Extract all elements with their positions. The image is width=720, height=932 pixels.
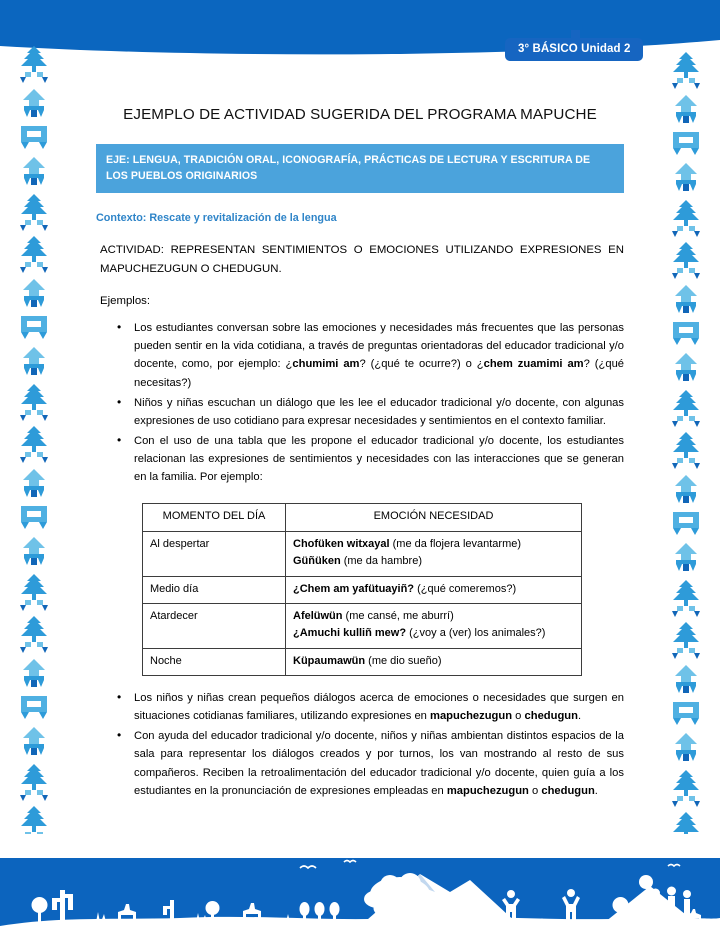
cell-moment: Noche bbox=[143, 648, 286, 675]
cell-emotion bbox=[286, 603, 582, 648]
bullet-list-after-table bbox=[96, 689, 624, 800]
expression-term: Chofüken witxayal bbox=[293, 537, 390, 550]
context-line: Contexto: Rescate y revitalización de la lengua bbox=[96, 212, 337, 225]
expression-line bbox=[293, 553, 574, 570]
expression-term: Güñüken bbox=[293, 555, 341, 568]
expression-gloss: (me da hambre) bbox=[340, 555, 422, 568]
cell-emotion bbox=[286, 531, 582, 576]
expression-term: Afelüwün bbox=[293, 609, 343, 622]
expression-line bbox=[293, 536, 574, 553]
expression-term: Küpaumawün bbox=[293, 654, 366, 667]
table-header-row bbox=[143, 504, 582, 531]
bullet-list-before-table bbox=[96, 319, 624, 486]
list-item: • Con ayuda del educador tradicional y/o docente, niños y niñas ambientan distintos espacios de la sala para representar los diálogos creados y por turnos, los van mostrando al resto de sus compañeros. Reciben la retroalimentación del educador tradicional y/o docente, quien guía a los estudiantes en la pronunciación de expresiones empleadas en mapuchezugun o chedugun. bbox=[132, 727, 624, 800]
examples-label: Ejemplos: bbox=[100, 295, 151, 308]
activity-description: ACTIVIDAD: REPRESENTAN SENTIMIENTOS O EMOCIONES UTILIZANDO EXPRESIONES EN MAPUCHEZUGUN O CHEDUGUN. bbox=[100, 244, 624, 275]
expression-line bbox=[293, 608, 574, 625]
table-row bbox=[143, 576, 582, 603]
list-item: • Los estudiantes conversan sobre las emociones y necesidades más frecuentes que las personas pueden sentir en la vida cotidiana, a través de preguntas orientadoras del educador tradicional y/o docente, como, por ejemplo: ¿chumimi am? (¿qué te ocurre?) o ¿chem zuamimi am? (¿qué necesitas?) bbox=[132, 319, 624, 392]
expression-line bbox=[293, 625, 574, 642]
expression-gloss: (me da flojera levantarme) bbox=[389, 537, 522, 550]
expression-line bbox=[293, 581, 574, 598]
column-header-moment: MOMENTO DEL DÍA bbox=[143, 504, 286, 531]
table-row bbox=[143, 648, 582, 675]
expression-term: ¿Chem am yafütuayiñ? bbox=[293, 582, 415, 595]
unit-badge: 3° BÁSICO Unidad 2 bbox=[505, 38, 643, 61]
emotion-need-table bbox=[142, 503, 582, 676]
cell-moment: Medio día bbox=[143, 576, 286, 603]
eje-banner: EJE: LENGUA, TRADICIÓN ORAL, ICONOGRAFÍA, PRÁCTICAS DE LECTURA Y ESCRITURA DE LOS PUEBLOS ORIGINARIOS bbox=[96, 144, 624, 193]
cell-moment: Al despertar bbox=[143, 531, 286, 576]
expression-gloss: (¿voy a (ver) los animales?) bbox=[406, 627, 546, 640]
footer-illustration bbox=[0, 852, 720, 932]
column-header-emotion: EMOCIÓN NECESIDAD bbox=[286, 504, 582, 531]
decorative-border-right bbox=[664, 44, 708, 834]
table-row bbox=[143, 603, 582, 648]
page-title: EJEMPLO DE ACTIVIDAD SUGERIDA DEL PROGRAMA MAPUCHE bbox=[123, 106, 597, 123]
expression-gloss: (me dio sueño) bbox=[365, 654, 442, 667]
list-item: • Niños y niñas escuchan un diálogo que les lee el educador tradicional y/o docente, con algunas expresiones de uso cotidiano para expresar necesidades y sentimientos en el contexto familiar. bbox=[132, 394, 624, 430]
list-item: • Con el uso de una tabla que les propone el educador tradicional y/o docente, los estudiantes relacionan las expresiones de sentimientos y necesidades con las interacciones que se generan en la familia. Por ejemplo: bbox=[132, 432, 624, 486]
list-item: • Los niños y niñas crean pequeños diálogos acerca de emociones o necesidades que surgen en situaciones cotidianas familiares, utilizando expresiones en mapuchezugun o chedugun. bbox=[132, 689, 624, 725]
document-content bbox=[96, 0, 624, 802]
decorative-border-left bbox=[12, 44, 56, 834]
expression-term: ¿Amuchi kulliñ mew? bbox=[293, 627, 407, 640]
expression-gloss: (me cansé, me aburrí) bbox=[342, 609, 454, 622]
cell-moment: Atardecer bbox=[143, 603, 286, 648]
cell-emotion bbox=[286, 576, 582, 603]
expression-line bbox=[293, 653, 574, 670]
cell-emotion bbox=[286, 648, 582, 675]
expression-gloss: (¿qué comeremos?) bbox=[414, 582, 517, 595]
table-row bbox=[143, 531, 582, 576]
